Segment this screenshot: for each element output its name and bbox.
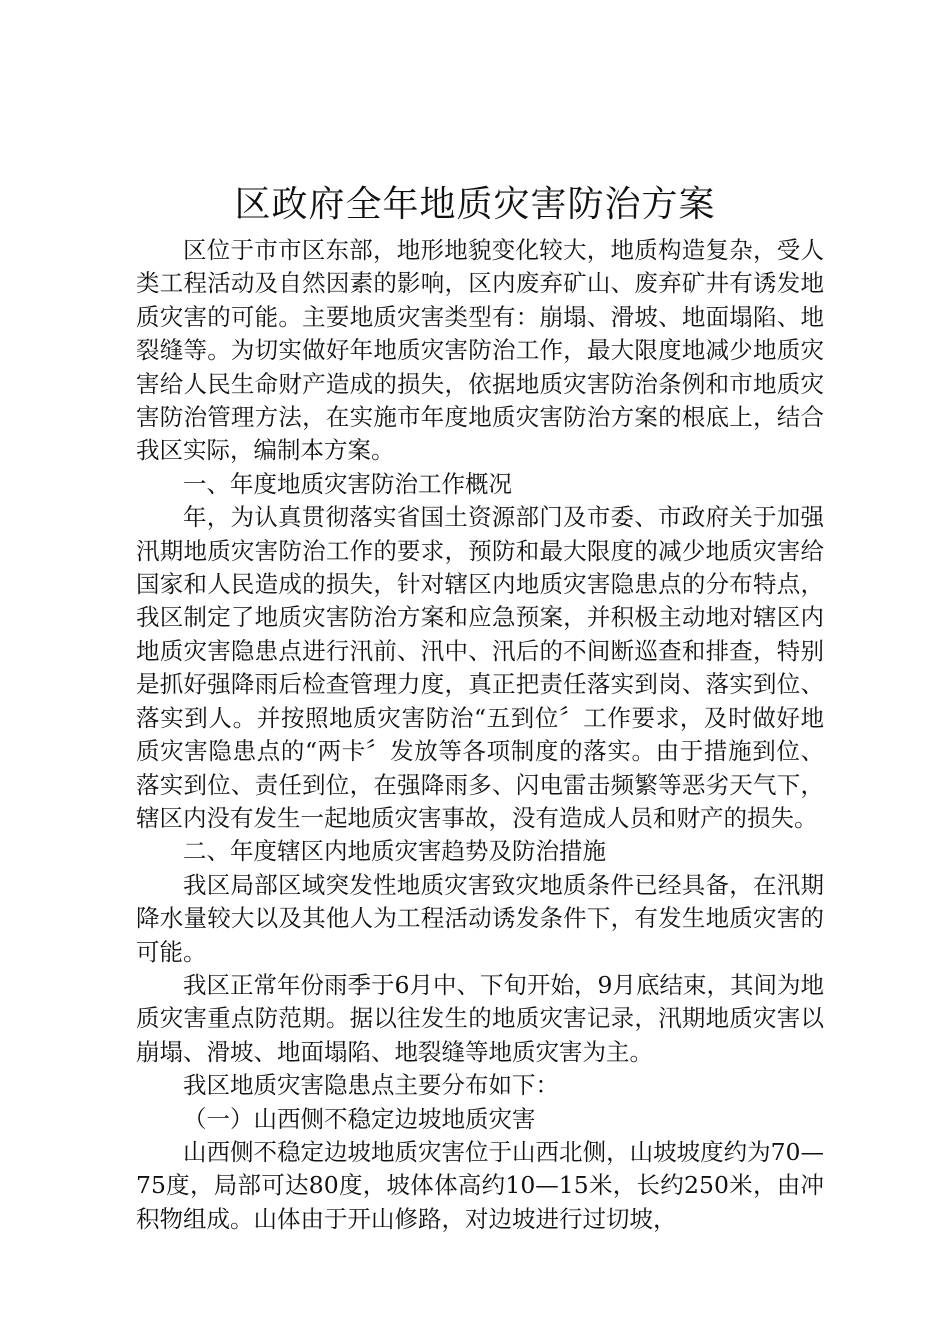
document-title: 区政府全年地质灾害防治方案 (234, 184, 716, 225)
section-heading-1: 一、年度地质灾害防治工作概况 (183, 469, 512, 498)
paragraph-risk: 我区局部区域突发性地质灾害致灾地质条件已经具备，在汛期降水量较大以及其他人为工程活动诱发条件下，有发生地质灾害的可能。 (136, 870, 824, 966)
section-heading-2: 二、年度辖区内地质灾害趋势及防治措施 (183, 837, 606, 866)
subsection-heading-1: （一）山西侧不稳定边坡地质灾害 (183, 1104, 536, 1133)
document-body (136, 234, 824, 1236)
paragraph-rainy-season: 我区正常年份雨季于6月中、下旬开始，9月底结束，其间为地质灾害重点防范期。据以往发生的地质灾害记录，汛期地质灾害以崩塌、滑坡、地面塌陷、地裂缝等地质灾害为主。 (136, 970, 824, 1066)
paragraph-distribution: 我区地质灾害隐患点主要分布如下： (183, 1071, 559, 1100)
paragraph-intro: 区位于市市区东部，地形地貌变化较大，地质构造复杂，受人类工程活动及自然因素的影响，区内废弃矿山、废弃矿井有诱发地质灾害的可能。主要地质灾害类型有：崩塌、滑坡、地面塌陷、地裂缝等。为切实做好年地质灾害防治工作，最大限度地减少地质灾害给人民生命财产造成的损失，依据地质灾害防治条例和市地质灾害防治管理方法，在实施市年度地质灾害防治方案的根底上，结合我区实际，编制本方案。 (136, 236, 824, 465)
paragraph-overview: 年，为认真贯彻落实省国土资源部门及市委、市政府关于加强汛期地质灾害防治工作的要求，预防和最大限度的减少地质灾害给国家和人民造成的损失，针对辖区内地质灾害隐患点的分布特点，我区制定了地质灾害防治方案和应急预案，并积极主动地对辖区内地质灾害隐患点进行汛前、汛中、汛后的不间断巡查和排查，特别是抓好强降雨后检查管理力度，真正把责任落实到岗、落实到位、落实到人。并按照地质灾害防治“五到位〞工作要求，及时做好地质灾害隐患点的“两卡〞发放等各项制度的落实。由于措施到位、落实到位、责任到位，在强降雨多、闪电雷击频繁等恶劣天气下，辖区内没有发生一起地质灾害事故，没有造成人员和财产的损失。 (136, 503, 824, 832)
paragraph-slope: 山西侧不稳定边坡地质灾害位于山西北侧，山坡坡度约为70—75度，局部可达80度，坡体体高约10—15米，长约250米，由冲积物组成。山体由于开山修路，对边坡进行过切坡， (136, 1137, 824, 1233)
